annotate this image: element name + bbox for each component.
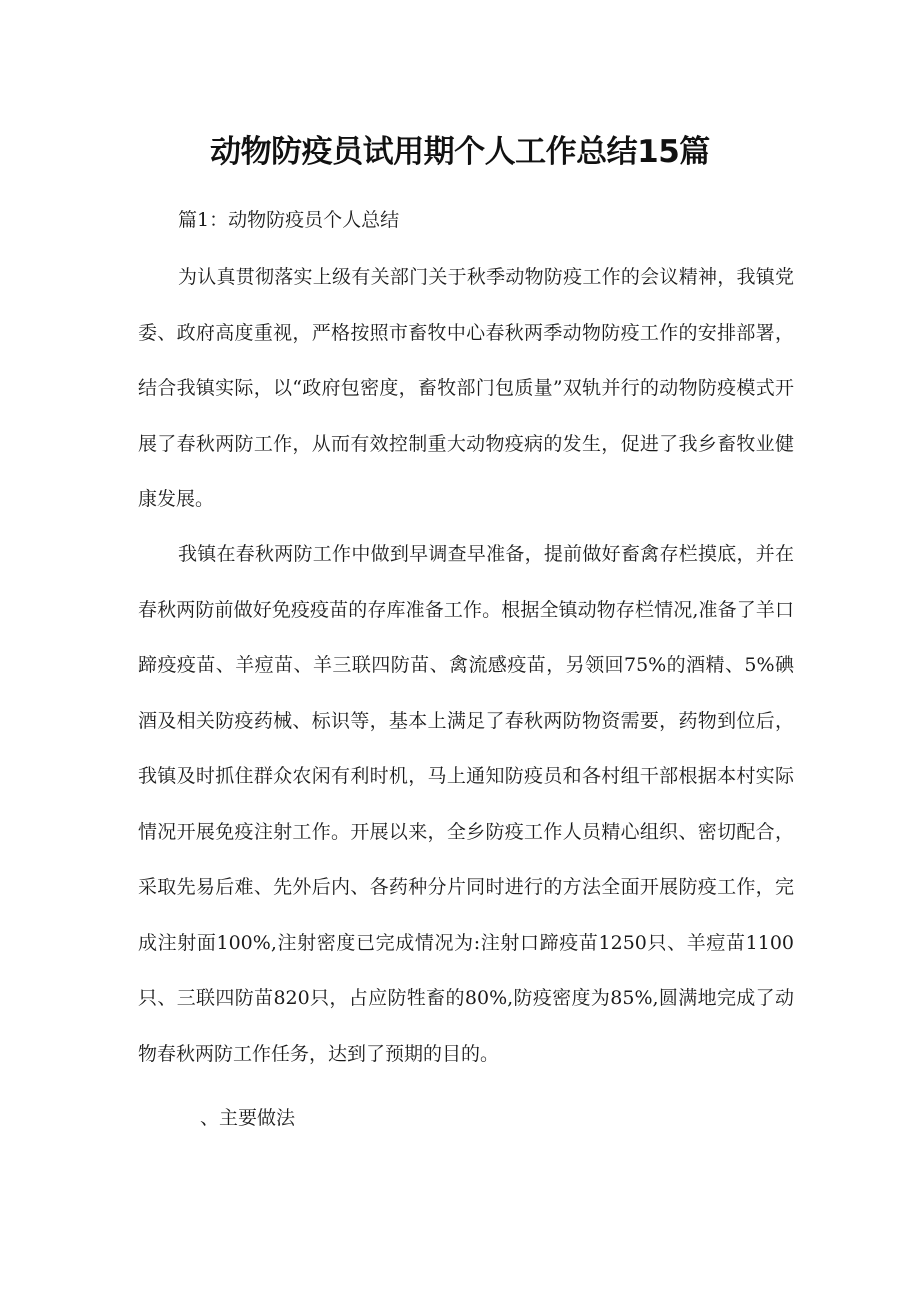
document-title: 动物防疫员试用期个人工作总结15篇 [210,134,710,170]
section-heading: 篇1：动物防疫员个人总结 [178,209,400,231]
sub-heading-main-practices: 、主要做法 [200,1107,296,1129]
paragraph-2: 我镇在春秋两防工作中做到早调查早准备，提前做好畜禽存栏摸底，并在春秋两防前做好免疫疫苗的存库准备工作。根据全镇动物存栏情况,准备了羊口蹄疫疫苗、羊痘苗、羊三联四防苗、禽流感疫苗，另领回75%的酒精、5%碘酒及相关防疫药械、标识等，基本上满足了春秋两防物资需要，药物到位后，我镇及时抓住群众农闲有利时机，马上通知防疫员和各村组干部根据本村实际情况开展免疫注射工作。开展以来，全乡防疫工作人员精心组织、密切配合，采取先易后难、先外后内、各药种分片同时进行的方法全面开展防疫工作，完成注射面100%,注射密度已完成情况为:注射口蹄疫苗1250只、羊痘苗1100只、三联四防苗820只，占应防牲畜的80%,防疫密度为85%,圆满地完成了动物春秋两防工作任务，达到了预期的目的。 [138,543,794,1065]
paragraph-1: 为认真贯彻落实上级有关部门关于秋季动物防疫工作的会议精神，我镇党委、政府高度重视，严格按照市畜牧中心春秋两季动物防疫工作的安排部署，结合我镇实际，以“政府包密度，畜牧部门包质量”双轨并行的动物防疫模式开展了春秋两防工作，从而有效控制重大动物疫病的发生，促进了我乡畜牧业健康发展。 [138,266,794,510]
